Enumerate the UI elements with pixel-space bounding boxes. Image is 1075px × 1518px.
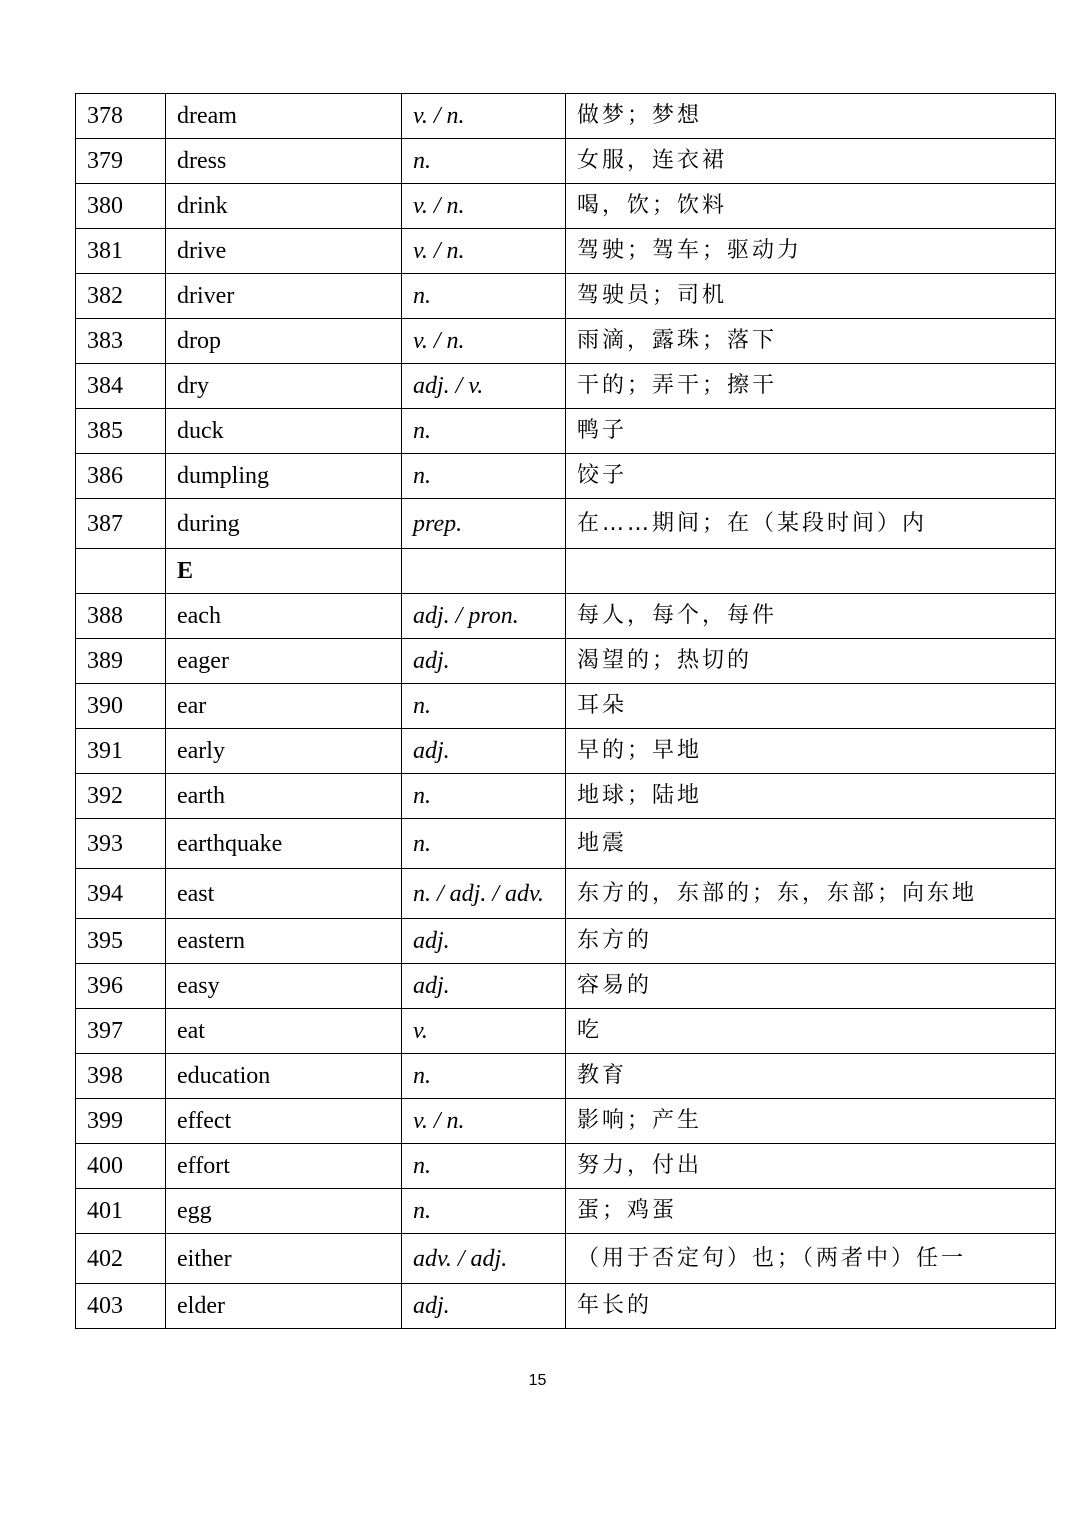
entry-meaning: 耳朵 xyxy=(566,684,1056,729)
table-row xyxy=(76,454,1056,499)
table-row xyxy=(76,729,1056,774)
entry-number: 389 xyxy=(76,639,166,684)
table-row xyxy=(76,364,1056,409)
table-row xyxy=(76,1009,1056,1054)
table-row xyxy=(76,964,1056,1009)
entry-meaning: （用于否定句）也；（两者中）任一 xyxy=(566,1234,1056,1284)
entry-meaning: 渴望的；热切的 xyxy=(566,639,1056,684)
entry-number xyxy=(76,549,166,594)
table-row xyxy=(76,184,1056,229)
table-row xyxy=(76,1144,1056,1189)
section-letter: E xyxy=(166,549,402,594)
entry-number: 403 xyxy=(76,1284,166,1329)
entry-part-of-speech: n. xyxy=(402,454,566,499)
entry-word: duck xyxy=(166,409,402,454)
entry-word: east xyxy=(166,869,402,919)
entry-word: drop xyxy=(166,319,402,364)
entry-part-of-speech: n. xyxy=(402,1189,566,1234)
page-number: 15 xyxy=(528,1372,547,1389)
table-row xyxy=(76,684,1056,729)
table-row xyxy=(76,499,1056,549)
entry-meaning: 地震 xyxy=(566,819,1056,869)
entry-meaning: 驾驶员；司机 xyxy=(566,274,1056,319)
entry-meaning: 吃 xyxy=(566,1009,1056,1054)
table-row xyxy=(76,869,1056,919)
table-row xyxy=(76,1099,1056,1144)
entry-meaning xyxy=(566,549,1056,594)
entry-meaning: 女服，连衣裙 xyxy=(566,139,1056,184)
entry-number: 399 xyxy=(76,1099,166,1144)
entry-word: egg xyxy=(166,1189,402,1234)
entry-part-of-speech: v. / n. xyxy=(402,184,566,229)
entry-word: each xyxy=(166,594,402,639)
entry-meaning: 努力，付出 xyxy=(566,1144,1056,1189)
table-row xyxy=(76,1189,1056,1234)
entry-word: earthquake xyxy=(166,819,402,869)
entry-meaning: 东方的 xyxy=(566,919,1056,964)
entry-number: 379 xyxy=(76,139,166,184)
entry-number: 388 xyxy=(76,594,166,639)
entry-meaning: 饺子 xyxy=(566,454,1056,499)
entry-number: 402 xyxy=(76,1234,166,1284)
entry-number: 396 xyxy=(76,964,166,1009)
entry-part-of-speech: adj. xyxy=(402,964,566,1009)
entry-meaning: 做梦；梦想 xyxy=(566,94,1056,139)
entry-number: 386 xyxy=(76,454,166,499)
entry-word: effect xyxy=(166,1099,402,1144)
entry-meaning: 雨滴，露珠；落下 xyxy=(566,319,1056,364)
table-row xyxy=(76,1284,1056,1329)
entry-number: 380 xyxy=(76,184,166,229)
entry-word: easy xyxy=(166,964,402,1009)
table-row xyxy=(76,774,1056,819)
entry-meaning: 东方的，东部的；东，东部；向东地 xyxy=(566,869,1056,919)
entry-meaning: 驾驶；驾车；驱动力 xyxy=(566,229,1056,274)
entry-word: during xyxy=(166,499,402,549)
entry-word: drink xyxy=(166,184,402,229)
entry-word: effort xyxy=(166,1144,402,1189)
entry-number: 381 xyxy=(76,229,166,274)
table-row xyxy=(76,919,1056,964)
entry-word: eat xyxy=(166,1009,402,1054)
vocabulary-table-body xyxy=(76,94,1056,1329)
section-header-row xyxy=(76,549,1056,594)
entry-part-of-speech: n. xyxy=(402,774,566,819)
table-row xyxy=(76,1234,1056,1284)
entry-word: dumpling xyxy=(166,454,402,499)
entry-number: 398 xyxy=(76,1054,166,1099)
entry-part-of-speech: v. / n. xyxy=(402,229,566,274)
entry-part-of-speech: v. / n. xyxy=(402,1099,566,1144)
entry-part-of-speech: adj. xyxy=(402,919,566,964)
entry-number: 397 xyxy=(76,1009,166,1054)
entry-meaning: 影响；产生 xyxy=(566,1099,1056,1144)
entry-number: 385 xyxy=(76,409,166,454)
entry-part-of-speech: n. xyxy=(402,274,566,319)
entry-part-of-speech: adj. xyxy=(402,1284,566,1329)
entry-part-of-speech: n. xyxy=(402,819,566,869)
entry-word: earth xyxy=(166,774,402,819)
table-row xyxy=(76,229,1056,274)
entry-meaning: 在……期间；在（某段时间）内 xyxy=(566,499,1056,549)
entry-word: education xyxy=(166,1054,402,1099)
entry-part-of-speech: v. / n. xyxy=(402,319,566,364)
entry-part-of-speech: adv. / adj. xyxy=(402,1234,566,1284)
entry-meaning: 教育 xyxy=(566,1054,1056,1099)
entry-part-of-speech: n. xyxy=(402,1144,566,1189)
entry-part-of-speech: n. xyxy=(402,139,566,184)
entry-word: early xyxy=(166,729,402,774)
entry-word: elder xyxy=(166,1284,402,1329)
entry-word: either xyxy=(166,1234,402,1284)
entry-number: 401 xyxy=(76,1189,166,1234)
table-row xyxy=(76,819,1056,869)
table-row xyxy=(76,639,1056,684)
entry-meaning: 地球；陆地 xyxy=(566,774,1056,819)
entry-meaning: 喝，饮；饮料 xyxy=(566,184,1056,229)
entry-meaning: 每人，每个，每件 xyxy=(566,594,1056,639)
entry-meaning: 年长的 xyxy=(566,1284,1056,1329)
entry-number: 395 xyxy=(76,919,166,964)
table-row xyxy=(76,274,1056,319)
entry-meaning: 早的；早地 xyxy=(566,729,1056,774)
entry-number: 391 xyxy=(76,729,166,774)
entry-number: 390 xyxy=(76,684,166,729)
entry-word: drive xyxy=(166,229,402,274)
entry-part-of-speech: prep. xyxy=(402,499,566,549)
table-row xyxy=(76,594,1056,639)
entry-number: 400 xyxy=(76,1144,166,1189)
entry-part-of-speech: n. xyxy=(402,684,566,729)
entry-part-of-speech: adj. xyxy=(402,639,566,684)
entry-part-of-speech xyxy=(402,549,566,594)
entry-number: 384 xyxy=(76,364,166,409)
entry-number: 378 xyxy=(76,94,166,139)
entry-word: dream xyxy=(166,94,402,139)
entry-number: 392 xyxy=(76,774,166,819)
entry-word: dress xyxy=(166,139,402,184)
entry-meaning: 容易的 xyxy=(566,964,1056,1009)
entry-part-of-speech: adj. xyxy=(402,729,566,774)
entry-part-of-speech: adj. / v. xyxy=(402,364,566,409)
entry-meaning: 干的；弄干；擦干 xyxy=(566,364,1056,409)
table-row xyxy=(76,139,1056,184)
table-row xyxy=(76,319,1056,364)
entry-part-of-speech: adj. / pron. xyxy=(402,594,566,639)
entry-number: 382 xyxy=(76,274,166,319)
entry-meaning: 鸭子 xyxy=(566,409,1056,454)
entry-number: 387 xyxy=(76,499,166,549)
entry-number: 394 xyxy=(76,869,166,919)
table-row xyxy=(76,94,1056,139)
entry-part-of-speech: v. xyxy=(402,1009,566,1054)
entry-number: 393 xyxy=(76,819,166,869)
entry-part-of-speech: n. xyxy=(402,409,566,454)
entry-part-of-speech: v. / n. xyxy=(402,94,566,139)
entry-number: 383 xyxy=(76,319,166,364)
vocabulary-table xyxy=(75,93,1056,1329)
entry-meaning: 蛋；鸡蛋 xyxy=(566,1189,1056,1234)
table-row xyxy=(76,409,1056,454)
table-row xyxy=(76,1054,1056,1099)
entry-word: eager xyxy=(166,639,402,684)
entry-word: ear xyxy=(166,684,402,729)
entry-part-of-speech: n. xyxy=(402,1054,566,1099)
entry-word: eastern xyxy=(166,919,402,964)
entry-word: dry xyxy=(166,364,402,409)
entry-word: driver xyxy=(166,274,402,319)
entry-part-of-speech: n. / adj. / adv. xyxy=(402,869,566,919)
